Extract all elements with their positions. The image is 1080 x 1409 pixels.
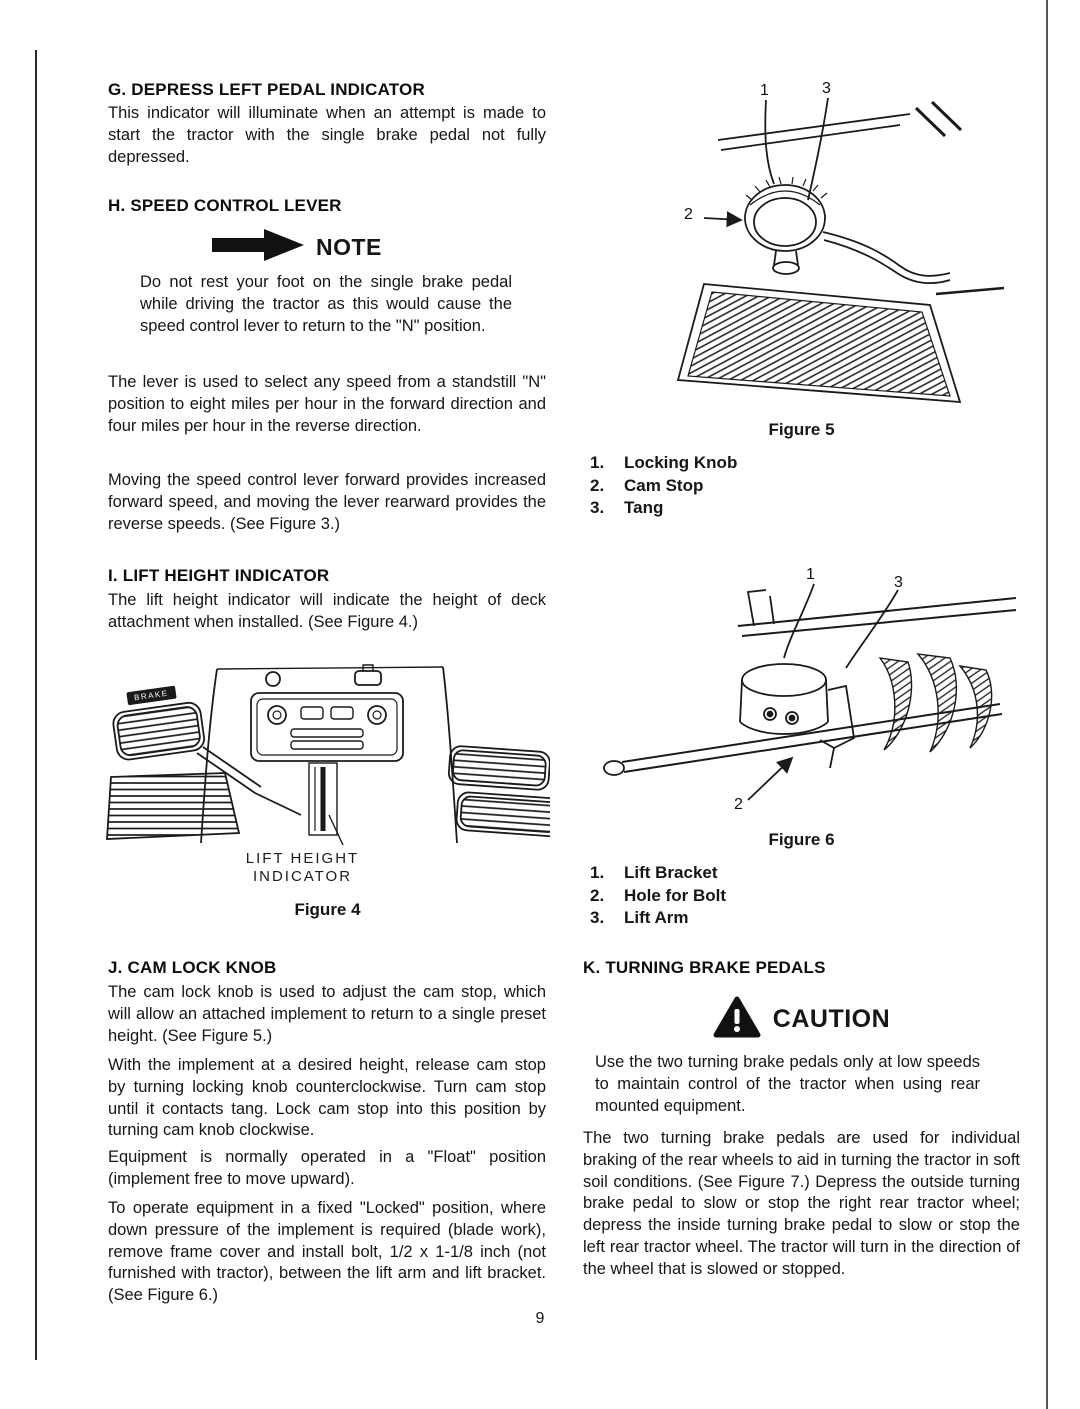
caution-callout: [583, 996, 1020, 1043]
section-i-heading: I. LIFT HEIGHT INDICATOR: [108, 566, 330, 585]
lift-height-indicator-label-line2: INDICATOR: [252, 868, 353, 885]
legend-number: 3.: [590, 908, 605, 927]
legend-number: 1.: [590, 453, 605, 472]
legend-label: Cam Stop: [624, 475, 704, 495]
lift-height-indicator-label: [210, 850, 395, 886]
figure-5-legend-item-3: [590, 497, 737, 520]
legend-label: Lift Arm: [624, 908, 689, 927]
legend-number: 2.: [590, 885, 605, 905]
caution-paragraph: Use the two turning brake pedals only at low speeds to maintain control of the tractor when using rear mounted equipment.: [595, 1053, 980, 1115]
section-i-paragraph: The lift height indicator will indicate the height of deck attachment when installed. (See Figure 4.): [108, 591, 546, 631]
figure-6-caption: Figure 6: [768, 830, 835, 849]
section-g-paragraph: This indicator will illuminate when an attempt is made to start the tractor with the single brake pedal not fully depressed.: [108, 104, 546, 166]
figure-6-legend: [590, 862, 726, 930]
page-edge-line-right: [1046, 0, 1048, 1409]
figure-5-callout-3: 3: [822, 80, 831, 97]
section-k-heading: K. TURNING BRAKE PEDALS: [583, 958, 826, 977]
figure-5-callout-2: 2: [684, 206, 693, 223]
page-edge-line-left: [35, 50, 37, 1360]
lift-height-indicator-label-line1: LIFT HEIGHT: [245, 850, 360, 867]
figure-6-callout-3: 3: [894, 574, 903, 591]
caution-label: CAUTION: [772, 1005, 891, 1033]
figure-5-caption: Figure 5: [768, 420, 835, 439]
figure-6-legend-item-3: [590, 907, 726, 930]
figure-6-illustration: [588, 560, 1016, 832]
section-h-paragraph-1: The lever is used to select any speed from a standstill "N" position to eight miles per hour in the forward direction and four miles per hour in the reverse direction.: [108, 373, 546, 435]
figure-4-illustration: [105, 663, 550, 847]
section-j-paragraph-1: The cam lock knob is used to adjust the cam stop, which will allow an attached implement to return to a single preset height. (See Figure 5.): [108, 983, 546, 1045]
figure-6-legend-item-2: [590, 885, 726, 908]
section-j-paragraph-3: Equipment is normally operated in a "Float" position (implement free to move upward).: [108, 1148, 546, 1188]
caution-triangle-icon: [713, 996, 761, 1043]
section-h-paragraph-2: Moving the speed control lever forward provides increased forward speed, and moving the lever rearward provides the reverse speeds. (See Figure 3.): [108, 471, 546, 533]
page-number: 9: [535, 1310, 545, 1327]
section-k-paragraph: The two turning brake pedals are used for individual braking of the rear wheels to aid in turning the tractor in soft soil conditions. (See Figure 7.) Depress the outside turning brake pedal to slow or stop the right rear tractor wheel; depress the inside turning brake pedal to slow or stop the left rear tractor wheel. The tractor will turn in the direction of the wheel that is slowed or stopped.: [583, 1129, 1020, 1278]
legend-number: 1.: [590, 863, 605, 882]
section-j-paragraph-2: With the implement at a desired height, release cam stop by turning locking knob counterclockwise. Turn cam stop until it contacts tang. Lock cam stop into this position by turning cam knob clockwise.: [108, 1056, 546, 1140]
figure-6-legend-item-1: [590, 862, 726, 885]
legend-label: Hole for Bolt: [624, 885, 726, 905]
section-j-paragraph-4: To operate equipment in a fixed "Locked" position, where down pressure of the implement is required (blade work), remove frame cover and install bolt, 1/2 x 1-1/8 inch (not furnished with tractor), between the lift arm and lift bracket. (See Figure 6.): [108, 1199, 546, 1305]
legend-number: 3.: [590, 498, 605, 517]
legend-label: Tang: [624, 498, 664, 517]
note-label: NOTE: [316, 234, 382, 260]
figure-5-illustration: [600, 78, 1010, 423]
figure-5-legend-item-2: [590, 475, 737, 498]
section-j-heading: J. CAM LOCK KNOB: [108, 958, 277, 977]
section-g-heading: G. DEPRESS LEFT PEDAL INDICATOR: [108, 80, 425, 99]
legend-number: 2.: [590, 475, 605, 495]
brake-pedal-label: BRAKE: [126, 686, 176, 706]
note-callout: [212, 228, 382, 267]
legend-label: Lift Bracket: [624, 863, 718, 882]
note-arrow-icon: [212, 228, 304, 267]
section-h-heading: H. SPEED CONTROL LEVER: [108, 196, 342, 215]
figure-5-legend-item-1: [590, 452, 737, 475]
figure-4-caption: Figure 4: [294, 900, 361, 919]
note-paragraph: Do not rest your foot on the single brake pedal while driving the tractor as this would cause the speed control lever to return to the "N" position.: [140, 273, 512, 335]
figure-6-callout-2: 2: [734, 796, 743, 813]
figure-5-legend: [590, 452, 737, 520]
figure-6-callout-1: 1: [806, 566, 815, 583]
legend-label: Locking Knob: [624, 453, 738, 472]
figure-5-callout-1: 1: [760, 82, 769, 99]
